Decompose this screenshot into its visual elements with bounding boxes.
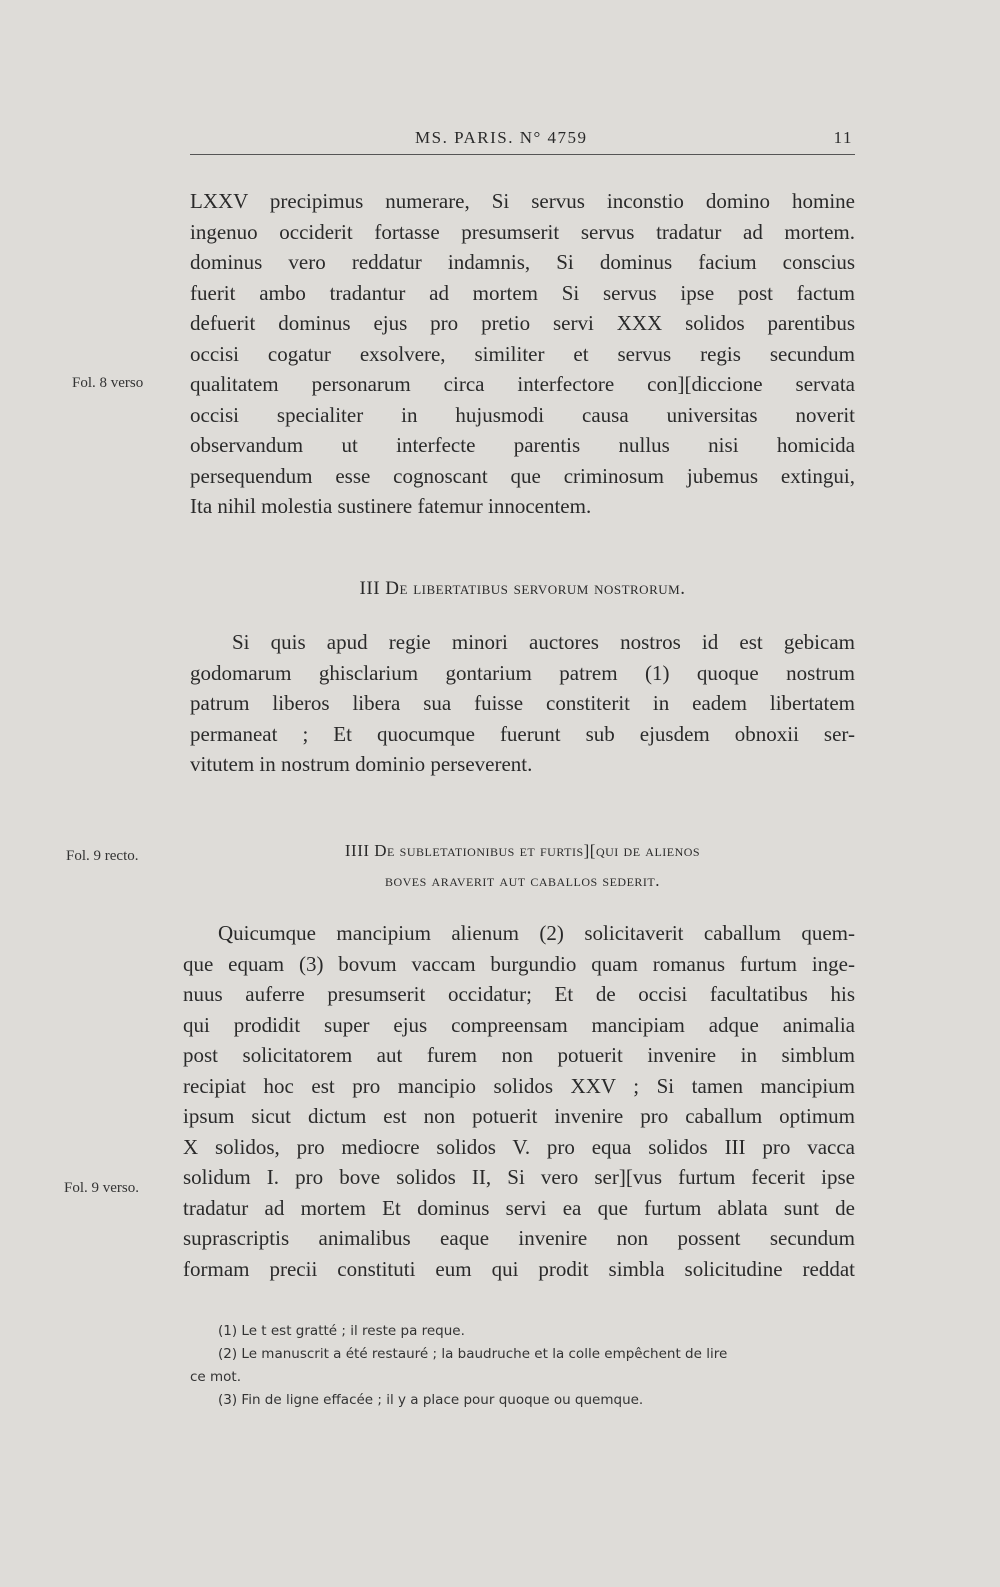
margin-note-fol-8-verso: Fol. 8 verso <box>72 375 144 391</box>
footnote-2-continued: ce mot. <box>190 1369 242 1385</box>
text-line: recipiat hoc est pro mancipio solidos XXV ; Si tamen mancipium <box>183 1073 855 1098</box>
text-line: LXXV precipimus numerare, Si servus inconstio domino homine <box>190 189 855 213</box>
text-line: qualitatem personarum circa interfectore con][diccione servata <box>190 372 855 396</box>
text-line: solidum I. pro bove solidos II, Si vero ser][vus furtum fecerit ipse <box>183 1165 855 1189</box>
text-line: dominus vero reddatur indamnis, Si dominus facium conscius <box>190 250 855 274</box>
heading-line: boves araverit aut caballos sederit. <box>384 871 661 890</box>
text-line: defuerit dominus ejus pro pretio servi XXX solidos parentibus <box>190 311 855 335</box>
text-line: post solicitatorem aut furem non potuerit invenire in simblum <box>183 1043 855 1067</box>
text-line: que equam (3) bovum vaccam burgundio quam romanus furtum inge- <box>183 951 855 976</box>
text-line: occisi cogatur exsolvere, similiter et servus regis secundum <box>190 341 855 366</box>
text-line: X solidos, pro mediocre solidos V. pro equa solidos III pro vacca <box>183 1134 855 1159</box>
footnote-3: (3) Fin de ligne effacée ; il y a place pour quoque ou quemque. <box>218 1392 644 1408</box>
text-line: fuerit ambo tradantur ad mortem Si servus ipse post factum <box>190 280 855 305</box>
text-line: patrum liberos libera sua fuisse constiterit in eadem libertatem <box>190 691 855 715</box>
text-line: persequendum esse cognoscant que criminosum jubemus extingui, <box>190 463 855 488</box>
page-number: 11 <box>833 128 853 147</box>
footnote-2: (2) Le manuscrit a été restauré ; la baudruche et la colle empêchent de lire <box>218 1346 728 1362</box>
margin-note-fol-9-verso: Fol. 9 verso. <box>64 1180 139 1196</box>
text-line: permaneat ; Et quocumque fuerunt sub ejusdem obnoxii ser- <box>190 721 855 746</box>
text-line: nuus auferre presumserit occidatur; Et de occisi facultatibus his <box>183 982 855 1006</box>
paragraph-iii <box>190 627 855 780</box>
text-line: tradatur ad mortem Et dominus servi ea que furtum ablata sunt de <box>183 1195 855 1220</box>
text-line: godomarum ghisclarium gontarium patrem (1) quoque nostrum <box>190 660 855 685</box>
text-line: ingenuo occiderit fortasse presumserit servus tradatur ad mortem. <box>190 219 855 244</box>
text-line: ipsum sicut dictum est non potuerit invenire pro caballum optimum <box>183 1104 855 1128</box>
paragraph-iiii <box>183 918 855 1284</box>
running-title: MS. PARIS. N° 4759 <box>415 128 588 147</box>
text-line: occisi specialiter in hujusmodi causa universitas noverit <box>190 402 855 427</box>
text-line: formam precii constituti eum qui prodit simbla solicitudine reddat <box>183 1256 855 1281</box>
text-line: Ita nihil molestia sustinere fatemur innocentem. <box>190 494 592 518</box>
text-line: Si quis apud regie minori auctores nostros id est gebicam <box>232 630 855 654</box>
margin-note-fol-9-recto: Fol. 9 recto. <box>66 848 139 864</box>
footnotes <box>190 1320 855 1412</box>
paragraph-lxxv <box>190 186 855 522</box>
section-heading-iiii <box>190 836 855 896</box>
running-head <box>190 120 855 155</box>
text-line: suprascriptis animalibus eaque invenire non possent secundum <box>183 1226 855 1250</box>
text-line: qui prodidit super ejus compreensam mancipiam adque animalia <box>183 1012 855 1037</box>
footnote-1: (1) Le t est gratté ; il reste pa reque. <box>218 1323 465 1339</box>
text-line: Quicumque mancipium alienum (2) solicitaverit caballum quem- <box>218 921 855 945</box>
section-heading-iii: III De libertatibus servorum nostrorum. <box>359 578 686 599</box>
text-line: vitutem in nostrum dominio perseverent. <box>190 752 533 776</box>
heading-line: IIII De subletationibus et furtis][qui de alienos <box>344 841 701 860</box>
text-line: observandum ut interfecte parentis nullus nisi homicida <box>190 433 855 457</box>
